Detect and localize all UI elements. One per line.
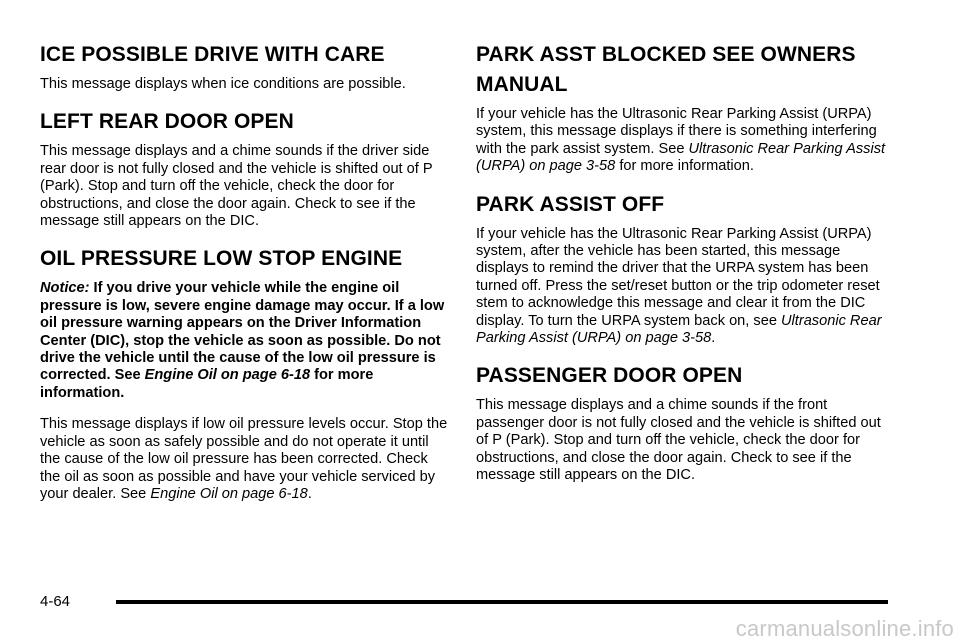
paragraph-park-assist-off (476, 226, 886, 348)
left-column (40, 40, 450, 517)
notice-reference-link[interactable]: Engine Oil on page 6-18 (144, 367, 311, 384)
park-blocked-text: If your vehicle has the Ultrasonic Rear Parking Assist (URPA) system, this message displays if there is something interfering with the park assist system. See (476, 106, 877, 157)
notice-tail: for more information. (40, 367, 374, 401)
park-off-tail: . (711, 330, 716, 347)
watermark: carmanualsonline.info (735, 616, 954, 641)
oil-reference-link[interactable]: Engine Oil on page 6-18 (150, 485, 308, 502)
paragraph-park-asst-blocked (476, 106, 886, 176)
notice-label: Notice: (40, 280, 90, 297)
footer-rule (116, 600, 888, 604)
paragraph-oil-pressure (40, 416, 450, 503)
heading-left-rear-door: LEFT REAR DOOR OPEN (40, 110, 294, 134)
heading-park-asst-blocked: PARK ASST BLOCKED SEE OWNERS MANUAL (476, 43, 856, 96)
park-blocked-tail: for more information. (619, 158, 754, 175)
notice-text: If you drive your vehicle while the engine oil pressure is low, severe engine damage may occur. If a low oil pressure warning appears on the Driver Information Center (DIC), stop the vehicle as soon as possible. Do not drive the vehicle until the cause of the low oil pressure is corrected. See (40, 280, 445, 384)
notice-oil-pressure (40, 280, 450, 402)
park-off-text: If your vehicle has the Ultrasonic Rear Parking Assist (URPA) system, after the vehicle has been started, this message displays to remind the driver that the URPA system has been turned off. Press the set/reset button or the trip odometer reset stem to acknowledge this message and clear it from the DIC display. To turn the URPA system back on, see (476, 225, 880, 329)
paragraph-passenger-door: This message displays and a chime sounds if the front passenger door is not fully closed and the vehicle is shifted out of P (Park). Stop and turn off the vehicle, check the door for obstructions, and close the door again. Check to see if the message still appears on the DIC. (476, 397, 881, 484)
heading-oil-pressure: OIL PRESSURE LOW STOP ENGINE (40, 247, 403, 271)
oil-body-text: This message displays if low oil pressure levels occur. Stop the vehicle as soon as safely possible and do not operate it until the cause of the low oil pressure has been corrected. Check the oil as soon as possible and have your vehicle serviced by your dealer. See (40, 416, 448, 502)
paragraph-left-rear-door: This message displays and a chime sounds if the driver side rear door is not fully closed and the vehicle is shifted out of P (Park). Stop and turn off the vehicle, check the door for obstructions, and close the door again. Check to see if the message still appears on the DIC. (40, 143, 433, 230)
heading-park-assist-off: PARK ASSIST OFF (476, 192, 665, 216)
page-number: 4-64 (40, 593, 71, 610)
oil-body-tail: . (307, 485, 312, 502)
park-off-reference-link[interactable]: Ultrasonic Rear Parking Assist (URPA) on page 3-58 (476, 312, 882, 347)
heading-ice-possible: ICE POSSIBLE DRIVE WITH CARE (40, 43, 385, 66)
park-blocked-reference-link[interactable]: Ultrasonic Rear Parking Assist (URPA) on page 3-58 (476, 140, 886, 175)
heading-passenger-door: PASSENGER DOOR OPEN (476, 364, 743, 388)
right-column (476, 40, 886, 499)
paragraph-ice-possible: This message displays when ice conditions are possible. (40, 76, 406, 92)
